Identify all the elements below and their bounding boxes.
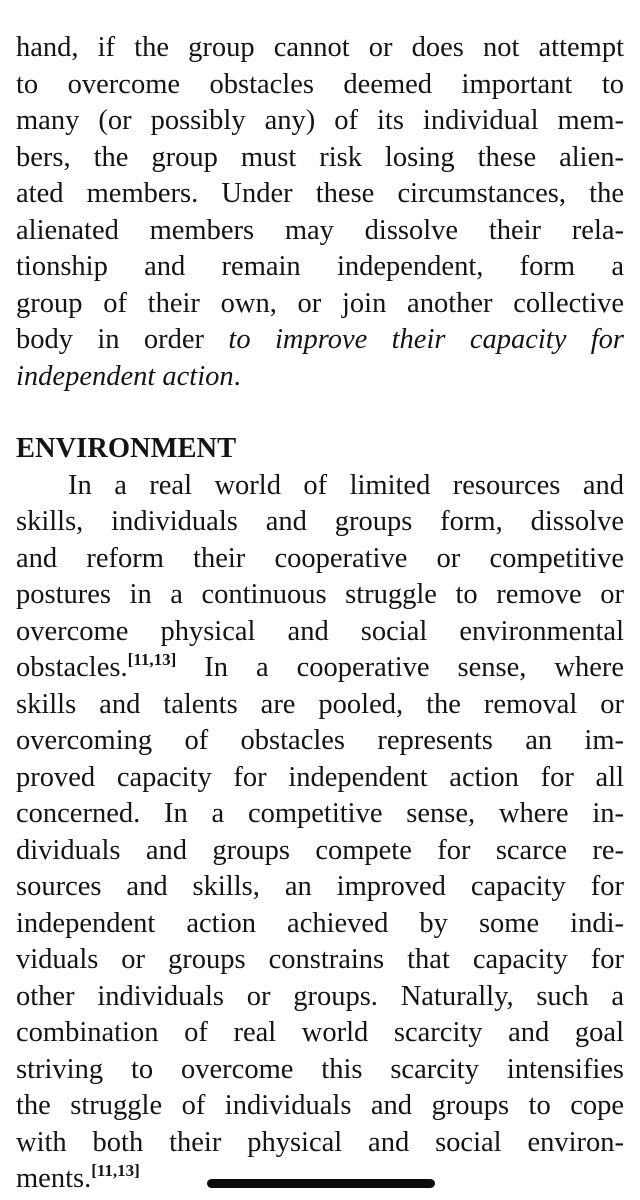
text-line: many (or possibly any) of its individual mem-: [16, 105, 624, 136]
text-line: In a real world of limited resources and: [68, 469, 624, 501]
text-segment: .: [233, 360, 241, 392]
italic-phrase: to improve their capacity for: [228, 324, 624, 355]
section-heading: ENVIRONMENT: [16, 433, 237, 464]
text-segment: obstacles.: [16, 652, 128, 683]
text-line: skills and talents are pooled, the removal or: [16, 688, 624, 720]
text-segment: In a cooperative sense, where: [176, 652, 624, 683]
text-segment: ments.: [16, 1163, 92, 1194]
text-line: with both their physical and social environ-: [16, 1126, 624, 1158]
text-line: other individuals or groups. Naturally, such a: [16, 980, 624, 1012]
italic-phrase: independent action: [16, 360, 234, 392]
paragraph-continued: [16, 30, 624, 395]
text-line: dividuals and groups compete for scarce re-: [16, 834, 624, 866]
text-line: striving to overcome this scarcity intensifies: [16, 1053, 624, 1085]
text-line: sources and skills, an improved capacity for: [16, 871, 624, 902]
citation-reference: [11,13]: [127, 650, 177, 669]
text-line: and reform their cooperative or competitive: [16, 542, 624, 574]
citation-reference: [11,13]: [91, 1161, 140, 1180]
text-line: bers, the group must risk losing these alien-: [16, 141, 624, 173]
document-page: [16, 0, 624, 1198]
text-line: postures in a continuous struggle to remove or: [16, 579, 624, 610]
text-line: [16, 359, 624, 396]
text-line: concerned. In a competitive sense, where in-: [16, 798, 624, 829]
text-line: [16, 322, 624, 359]
text-line: tionship and remain independent, form a: [16, 251, 624, 282]
text-segment: body in order: [16, 324, 229, 355]
text-line: group of their own, or join another collective: [16, 287, 624, 319]
text-line: to overcome obstacles deemed important to: [16, 68, 624, 100]
text-line: [16, 650, 624, 687]
text-line: viduals or groups constrains that capacity for: [16, 944, 624, 975]
text-line: overcome physical and social environmental: [16, 615, 624, 647]
text-line: independent action achieved by some indi-: [16, 907, 624, 939]
text-line: proved capacity for independent action for all: [16, 761, 624, 793]
text-line: combination of real world scarcity and goal: [16, 1017, 624, 1048]
section-paragraph: [16, 468, 624, 1198]
text-line: ated members. Under these circumstances, the: [16, 178, 624, 209]
text-line: hand, if the group cannot or does not attempt: [16, 32, 624, 63]
text-line: alienated members may dissolve their rela-: [16, 214, 624, 246]
text-line: the struggle of individuals and groups to cope: [16, 1090, 624, 1121]
home-indicator-bar[interactable]: [207, 1179, 435, 1188]
text-line: skills, individuals and groups form, dissolve: [16, 506, 624, 537]
text-line: overcoming of obstacles represents an im-: [16, 725, 624, 756]
